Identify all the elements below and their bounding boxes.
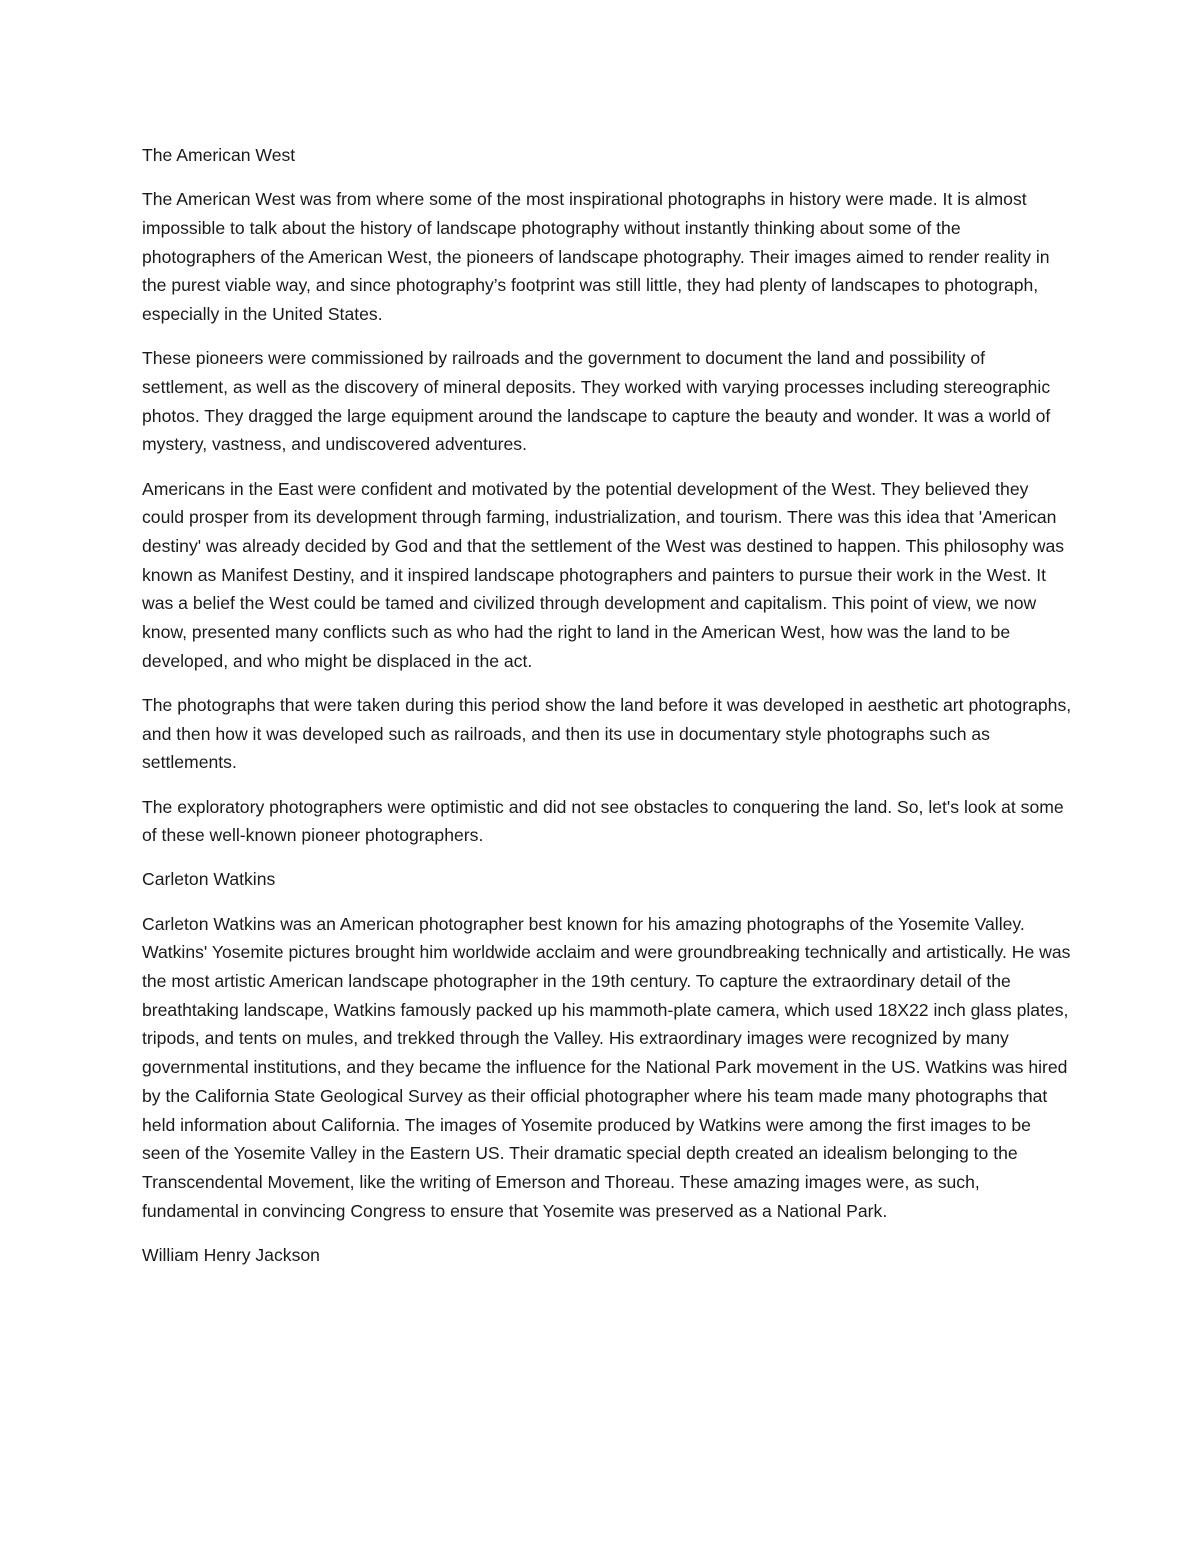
body-paragraph: The exploratory photographers were optimistic and did not see obstacles to conquering the land. So, let's look at some of these well-known pioneer photographers. bbox=[142, 796, 1064, 846]
section-heading-carleton-watkins: Carleton Watkins bbox=[142, 869, 276, 890]
body-paragraph: Carleton Watkins was an American photographer best known for his amazing photographs of the Yosemite Valley. Watkins' Yosemite pictures brought him worldwide acclaim and were groundbreaking technically and artistically. He was the most artistic American landscape photographer in the 19th century. To capture the extraordinary detail of the breathtaking landscape, Watkins famously packed up his mammoth-plate camera, which used 18X22 inch glass plates, tripods, and tents on mules, and trekked through the Valley. His extraordinary images were recognized by many governmental institutions, and they became the influence for the National Park movement in the US. Watkins was hired by the California State Geological Survey as their official photographer where his team made many photographs that held information about California. The images of Yosemite produced by Watkins were among the first images to be seen of the Yosemite Valley in the Eastern US. Their dramatic special depth created an idealism belonging to the Transcendental Movement, like the writing of Emerson and Thoreau. These amazing images were, as such, fundamental in convincing Congress to ensure that Yosemite was preserved as a National Park. bbox=[142, 913, 1071, 1221]
body-paragraph: These pioneers were commissioned by railroads and the government to document the land and possibility of settlement, as well as the discovery of mineral deposits. They worked with varying processes including stereographic photos. They dragged the large equipment around the landscape to capture the beauty and wonder. It was a world of mystery, vastness, and undiscovered adventures. bbox=[142, 348, 1051, 455]
document-body bbox=[142, 141, 1072, 1285]
section-heading-william-henry-jackson: William Henry Jackson bbox=[142, 1244, 320, 1265]
document-title: The American West bbox=[142, 145, 296, 165]
body-paragraph: The American West was from where some of the most inspirational photographs in history were made. It is almost impossible to talk about the history of landscape photography without instantly thinking about some of the photographers of the American West, the pioneers of landscape photography. Their images aimed to render reality in the purest viable way, and since photography’s footprint was still little, they had plenty of landscapes to photograph, especially in the United States. bbox=[142, 189, 1050, 325]
body-paragraph: The photographs that were taken during this period show the land before it was developed in aesthetic art photographs, and then how it was developed such as railroads, and then its use in documentary style photographs such as settlements. bbox=[142, 694, 1072, 773]
body-paragraph: Americans in the East were confident and motivated by the potential development of the West. They believed they could prosper from its development through farming, industrialization, and tourism. There was this idea that 'American destiny' was already decided by God and that the settlement of the West was destined to happen. This philosophy was known as Manifest Destiny, and it inspired landscape photographers and painters to pursue their work in the West. It was a belief the West could be tamed and civilized through development and capitalism. This point of view, we now know, presented many conflicts such as who had the right to land in the American West, how was the land to be developed, and who might be displaced in the act. bbox=[142, 478, 1065, 671]
